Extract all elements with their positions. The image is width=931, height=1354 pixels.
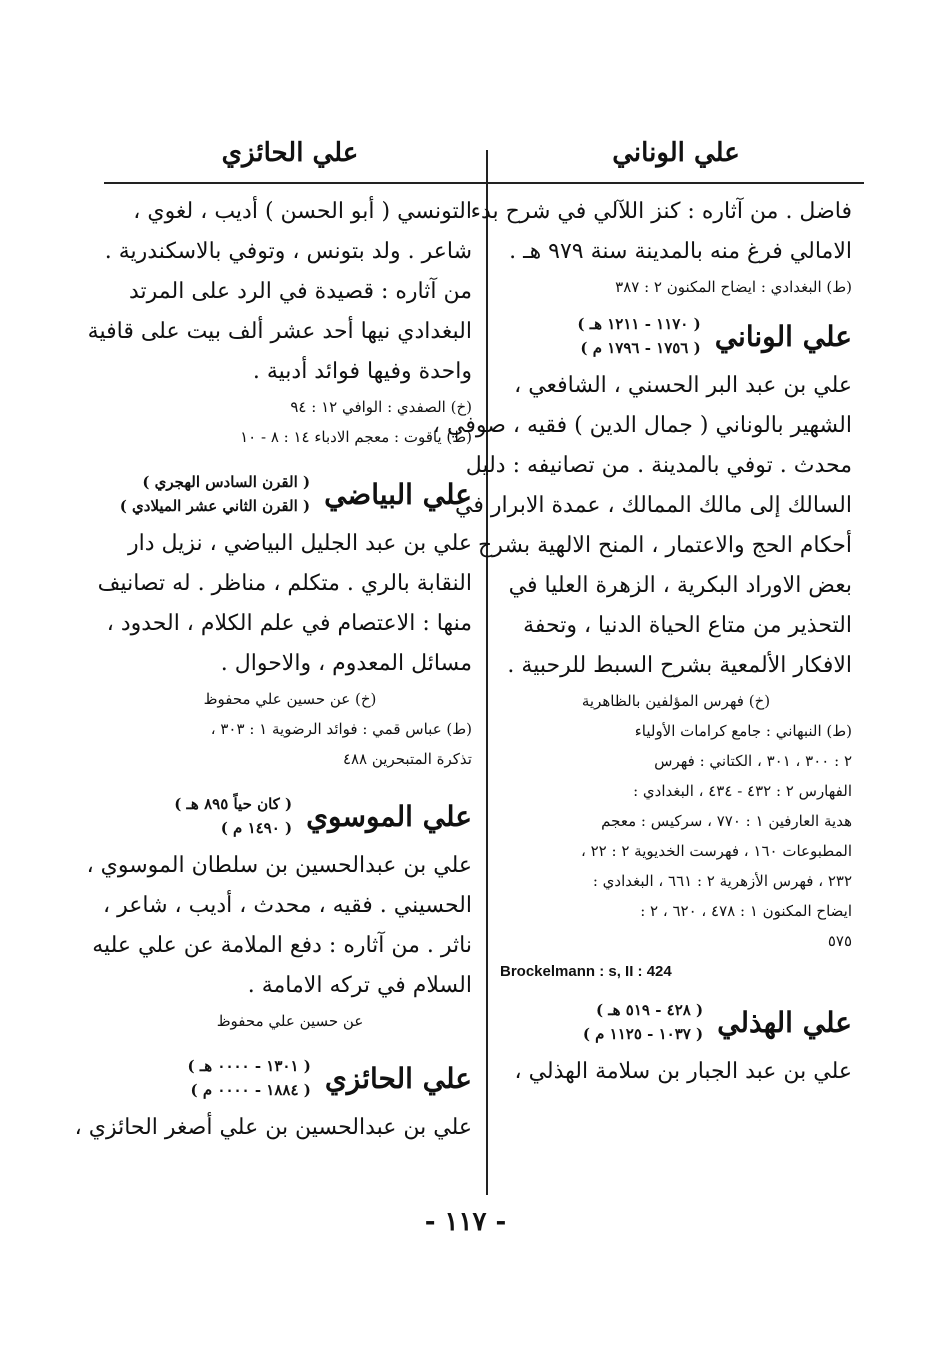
entry-dates [577,312,700,360]
text-line: علي بن عبد الجليل البياضي ، نزيل دار [128,531,472,556]
page-number: - ١١٧ - [424,1207,507,1237]
source-line: هدية العارفين ١ : ٧٧٠ ، سركيس : معجم [601,812,852,830]
source-line: (ط) النبهاني : جامع كرامات الأولياء [634,722,852,740]
left-column [74,192,472,1148]
text-line: علي بن عبدالحسين بن سلطان الموسوي ، [86,853,472,878]
source-line: تذكرة المتبحرين ٤٨٨ [342,750,472,768]
source-line: عن حسين علي محفوظ [216,1012,364,1030]
text-line: بعض الاوراد البكرية ، الزهرة العليا في [508,573,852,598]
text-line: شاعر . ولد بتونس ، وتوفي بالاسكندرية . [104,239,472,264]
text-line: محدث . توفي بالمدينة . من تصانيفه : دليل [465,453,852,478]
date-gregorian: ( ١٤٩٠ م ) [220,819,293,837]
text-line: الشهير بالوناني ( جمال الدين ) فقيه ، صوفي ، [432,413,852,438]
text-line: السلام في تركه الامامة . [247,973,472,998]
entry-name: علي الوناني [714,319,852,353]
text-line: منها : الاعتصام في علم الكلام ، الحدود ، [106,611,472,636]
entry-name: علي الحائزي [324,1061,472,1095]
brockelmann-reference: Brockelmann : s, II : 424 [500,963,672,980]
date-hijri: ( ١٣٠١ - ٠٠٠٠ هـ ) [187,1057,311,1075]
left-column-header: علي الحائزي [221,138,359,168]
entry-name: علي الموسوي [306,799,472,833]
right-column [432,192,852,1092]
date-hijri: ( ١١٧٠ - ١٢١١ هـ ) [577,315,701,333]
source-line: ٢٣٢ ، فهرس الأزهرية ٢ : ٦٦١ ، البغدادي : [592,872,852,890]
entry-name: علي الهذلي [717,1005,852,1039]
text-line: علي بن عبد البر الحسني ، الشافعي ، [514,373,852,398]
entry-heading-musawi [108,792,472,840]
text-line: الافكار الألمعية بشرح السبط للرحبية . [507,653,852,678]
text-line: التونسي ( أبو الحسن ) أديب ، لغوي ، [133,199,472,224]
source-line: (خ) فهرس المؤلفين بالظاهرية [581,692,771,710]
entry-heading-haizi [108,1054,472,1102]
source-line: ايضاح المكنون ١ : ٤٧٨ ، ٦٢٠ ، ٢ : [640,902,852,920]
date-gregorian: ( ١٠٣٧ - ١١٢٥ م ) [582,1025,704,1043]
text-line: فاضل . من آثاره : كنز اللآلي في شرح بدء [470,199,852,224]
entry-dates [174,792,292,840]
source-line: ٥٧٥ [827,932,852,950]
header-divider [104,182,864,184]
entry-heading-bayadi [108,470,472,518]
text-line: الامالي فرغ منه بالمدينة سنة ٩٧٩ هـ . [509,239,852,264]
entry-heading-hudhali [500,998,852,1046]
column-divider [486,150,488,1195]
source-line: (ط) عباس قمي : فوائد الرضوية ١ : ٣٠٣ ، [210,720,472,738]
text-line: علي بن عبدالحسين بن علي أصغر الحائزي ، [74,1115,472,1140]
text-line: أحكام الحج والاعتمار ، المنح الالهية بشرح [478,533,852,558]
date-gregorian: ( ١٧٥٦ - ١٧٩٦ م ) [580,339,701,357]
text-line: واحدة وفيها فوائد أدبية . [252,359,472,384]
entry-dates [120,470,310,518]
source-line: (ط) ياقوت : معجم الادباء ١٤ : ٨ - ١٠ [240,428,472,446]
entry-dates [583,998,703,1046]
text-line: النقابة بالري . متكلم ، مناظر . له تصانيف [97,571,472,596]
text-line: التحذير من متاع الحياة الدنيا ، وتحفة [523,613,852,638]
text-line: علي بن عبد الجبار بن سلامة الهذلي ، [514,1059,852,1084]
text-line: السالك إلى مالك الممالك ، عمدة الابرار في [455,493,852,518]
text-line: ناثر . من آثاره : دفع الملامة عن علي عليه [92,933,472,958]
right-column-header: علي الوناني [612,138,740,168]
entry-name: علي البياضي [324,477,472,511]
text-line: البغدادي نيها أحد عشر ألف بيت على قافية [87,319,472,344]
date-hijri: ( ٤٢٨ - ٥١٩ هـ ) [595,1001,704,1019]
text-line: من آثاره : قصيدة في الرد على المرتد [129,279,472,304]
text-line: مسائل المعدوم ، والاحوال . [220,651,472,676]
date-gregorian: ( ١٨٨٤ - ٠٠٠٠ م ) [190,1081,311,1099]
source-line: ٢ : ٣٠٠ ، ٣٠١ ، الكتاني : فهرس [654,752,852,770]
date-gregorian: ( القرن الثاني عشر الميلادي ) [119,497,311,515]
entry-heading-wanani [500,312,852,360]
entry-dates [188,1054,311,1102]
source-line: (ط) البغدادي : ايضاح المكنون ٢ : ٣٨٧ [615,278,852,296]
source-line: الفهارس ٢ : ٤٣٢ - ٤٣٤ ، البغدادي : [633,782,852,800]
source-line: المطبوعات ١٦٠ ، فهرست الخديوية ٢ : ٢٢ ، [581,842,852,860]
text-line: الحسيني . فقيه ، محدث ، أديب ، شاعر ، [103,893,472,918]
source-line: (خ) عن حسين علي محفوظ [203,690,377,708]
source-line: (خ) الصفدي : الوافي ١٢ : ٩٤ [290,398,472,416]
date-hijri: ( القرن السادس الهجري ) [142,473,311,491]
date-hijri: ( كان حياً ٨٩٥ هـ ) [174,795,293,813]
